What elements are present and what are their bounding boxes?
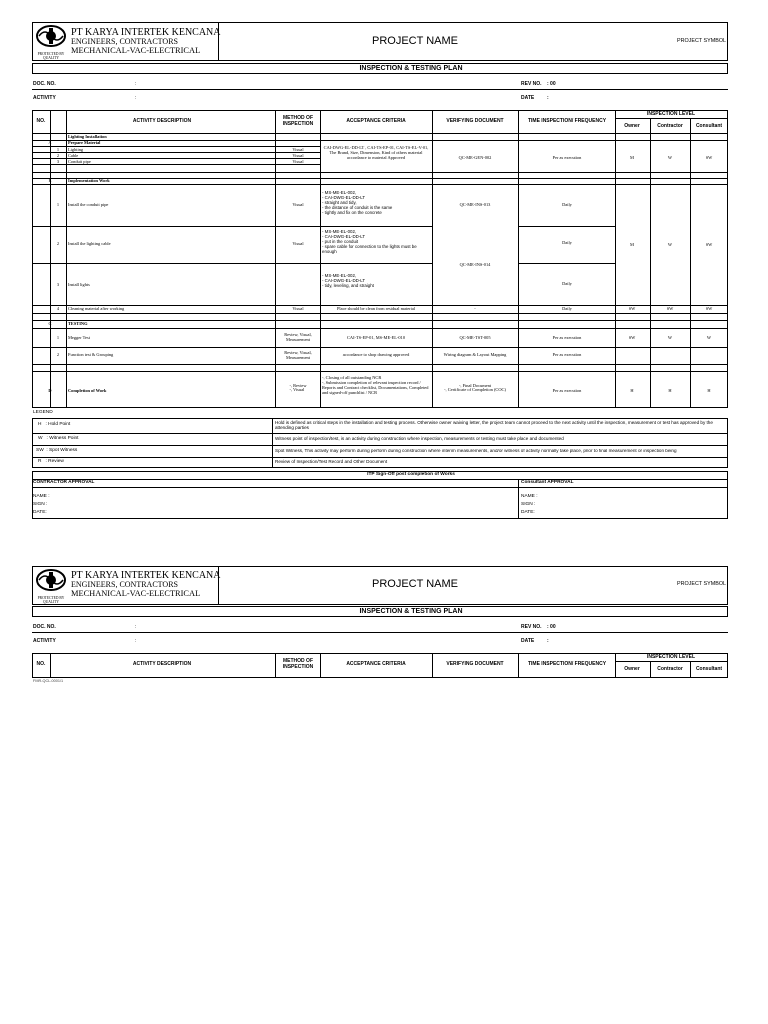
- row-b2-no: 2: [56, 241, 60, 246]
- row-a2-no: 2: [56, 153, 60, 158]
- row-c2-desc: Function test & Grouping: [68, 352, 114, 357]
- contractor-date: DATE:: [33, 510, 47, 515]
- col-document: VERIFYING DOCUMENT: [446, 661, 504, 667]
- row-a2-desc: Cable: [68, 153, 79, 158]
- project-symbol: PROJECT SYMBOL: [677, 581, 727, 587]
- section-code-c: C: [48, 321, 52, 326]
- row-b1-method: Visual: [292, 202, 304, 207]
- row-b4-time: Daily: [562, 306, 572, 311]
- row-b1-time: Daily: [562, 202, 572, 207]
- rev-no-value: : 00: [547, 624, 556, 630]
- col-inspection-level: INSPECTION LEVEL: [646, 654, 696, 660]
- row-c1-contractor: W: [667, 335, 673, 340]
- contractor-name: NAME :: [33, 494, 50, 499]
- company-division: MECHANICAL-VAC-ELECTRICAL: [71, 589, 201, 598]
- row-b4-criteria: Place should be clean from residual material: [336, 306, 416, 311]
- signoff-title: ITP Sign-Off post completion of Works: [367, 472, 455, 477]
- section-title-d: Completion of Work: [68, 388, 107, 393]
- legend-w-text: Witness point of inspection/test, is an activity during construction where inspection, measurements or testing must take place and documented: [275, 436, 564, 441]
- logo-caption: PROTECTED BY QUALITY: [37, 596, 65, 604]
- contractor-approval: CONTRACTOR APPROVAL: [33, 480, 95, 485]
- row-a1-method: Visual: [292, 147, 304, 152]
- row-c2-time: Per as execution: [552, 352, 582, 357]
- row-c2-method: Review, Visual, Measurement: [284, 350, 312, 361]
- legend-sw-text: Spot Witness, This activity may perform during perform during construction where interim measurements, and/or witness of activity normally take place, prior to final measurement or inspection being: [275, 449, 677, 453]
- row-b4-no: 4: [56, 306, 60, 311]
- row-a-owner: M: [630, 155, 634, 160]
- date-colon: :: [547, 95, 549, 101]
- col-inspection-level: INSPECTION LEVEL: [646, 111, 696, 117]
- col-activity: ACTIVITY DESCRIPTION: [132, 118, 192, 124]
- section-title-c: TESTING: [68, 321, 88, 326]
- row-c2-no: 2: [56, 352, 60, 357]
- activity-label: ACTIVITY: [33, 95, 56, 101]
- row-a2-method: Visual: [292, 153, 304, 158]
- row-c1-consultant: W: [706, 335, 712, 340]
- legend-h-key: H : Hold Point: [38, 422, 71, 427]
- col-no: NO.: [36, 661, 46, 667]
- col-criteria: ACCEPTANCE CRITERIA: [346, 661, 406, 667]
- date-colon: :: [547, 638, 549, 644]
- col-time: TIME INSPECTION/ FREQUENCY: [527, 118, 607, 124]
- contractor-sign: SIGN :: [33, 502, 48, 507]
- section-title-b: Implementation Work: [68, 178, 110, 183]
- row-d-owner: H: [630, 388, 634, 393]
- col-consultant: Consultant: [695, 123, 723, 129]
- project-name: PROJECT NAME: [372, 578, 458, 590]
- col-activity: ACTIVITY DESCRIPTION: [132, 661, 192, 667]
- row-c1-owner: SW: [628, 335, 636, 340]
- row-a3-no: 3: [56, 159, 60, 164]
- legend-r-text: Review of Inspection/Test Record and Other Document: [275, 459, 388, 464]
- row-b4-desc: Cleaning material after working: [68, 306, 125, 311]
- section-code-d: D: [48, 388, 52, 393]
- row-b3-criteria: - MS-ME-EL-002, - CAI-DWG-EL-DD-LT - tidy, leveling, and straight: [322, 273, 374, 289]
- itp-title: INSPECTION & TESTING PLAN: [359, 608, 463, 615]
- row-b4-owner: SW: [628, 306, 636, 311]
- consultant-name: NAME :: [521, 494, 538, 499]
- row-a1-desc: Lighting: [68, 147, 84, 152]
- row-b1-no: 1: [56, 202, 60, 207]
- col-contractor: Contractor: [657, 123, 683, 129]
- row-b23-document: QC-ME-INS-014: [459, 262, 491, 267]
- col-time: TIME INSPECTION/ FREQUENCY: [527, 661, 607, 667]
- row-a-document: QC-ME-GEN-002: [458, 155, 492, 160]
- company-subtitle: ENGINEERS, CONTRACTORS: [71, 37, 178, 46]
- legend-r-key: R : Review: [38, 459, 64, 464]
- col-criteria: ACCEPTANCE CRITERIA: [346, 118, 406, 124]
- legend-h-text: Hold is defined as critical steps in the installation and testing process. Otherwise owner waiving letter, the project team cannot proceed to the next activity until the inspection, measurement or test has approved by the attending parties: [275, 420, 713, 431]
- date-label: DATE: [521, 638, 535, 644]
- row-b-contractor: W: [667, 242, 673, 247]
- row-c1-method: Review, Visual, Measurement: [284, 332, 312, 343]
- date-label: DATE: [521, 95, 535, 101]
- project-symbol: PROJECT SYMBOL: [677, 38, 727, 44]
- col-contractor: Contractor: [657, 666, 683, 672]
- row-b3-no: 3: [56, 282, 60, 287]
- form-code: FMR-QCL-0001/1: [33, 679, 64, 683]
- activity-colon: :: [135, 95, 137, 101]
- row-b1-document: QC-ME-INS-013: [459, 202, 491, 207]
- col-method: METHOD OF INSPECTION: [282, 658, 314, 670]
- consultant-date: DATE:: [521, 510, 535, 515]
- doc-no-colon: :: [135, 624, 137, 630]
- company-division: MECHANICAL-VAC-ELECTRICAL: [71, 46, 201, 55]
- company-subtitle: ENGINEERS, CONTRACTORS: [71, 580, 178, 589]
- activity-label: ACTIVITY: [33, 638, 56, 644]
- row-d-contractor: H: [668, 388, 672, 393]
- row-b-owner: M: [630, 242, 634, 247]
- row-c2-criteria: accordance to shop drawing approved: [342, 352, 410, 357]
- company-name: PT KARYA INTERTEK KENCANA: [71, 27, 221, 38]
- legend-w-key: W : Witness Point: [38, 436, 79, 441]
- row-a-consultant: SW: [705, 155, 713, 160]
- row-d-criteria: -, Closing of all outstanding NCR -, Submission completion of relevant inspection record / Reports and Contract checklist, Documentations, Completed and signed-off punchlist / NCR: [322, 375, 429, 396]
- row-d-method: -, Review -, Visual: [289, 383, 307, 393]
- row-b4-document: -: [474, 306, 476, 311]
- row-b2-desc: Install the lighting cable: [68, 241, 111, 246]
- row-a-criteria: CAI-DWG-EL-DD-LT , CAI-TS-EP-01, CAI-TS-EL-V-01, The Brand, Size, Dimension, Kind of others material accordance to material Approved: [323, 145, 429, 161]
- row-b2-criteria: - MS-ME-EL-002, - CAI-DWG-EL-DD-LT - put in the conduit - spare cable for connection to the lights must be enough: [322, 229, 417, 255]
- col-document: VERIFYING DOCUMENT: [446, 118, 504, 124]
- col-owner: Owner: [624, 123, 640, 129]
- legend-sw-key: SW : Spot Witness: [36, 448, 78, 453]
- col-consultant: Consultant: [695, 666, 723, 672]
- row-b3-desc: Install lights: [68, 282, 90, 287]
- activity-colon: :: [135, 638, 137, 644]
- row-b4-contractor: SW: [666, 306, 674, 311]
- row-b2-method: Visual: [292, 241, 304, 246]
- section-code-a: A: [48, 140, 52, 145]
- col-no: NO.: [36, 118, 46, 124]
- row-a1-no: 1: [56, 147, 60, 152]
- row-b1-criteria: - MS-ME-EL-002, - CAI-DWG-EL-DD-LT - straight and tidy, - the distance of conduit is the same - tightly and fix on the concrete: [322, 190, 393, 216]
- row-b3-time: Daily: [562, 281, 572, 286]
- row-a3-method: Visual: [292, 159, 304, 164]
- row-b4-consultant: SW: [705, 306, 713, 311]
- doc-no-label: DOC. NO.: [33, 81, 56, 87]
- rev-no-label: REV NO.: [521, 81, 542, 87]
- section-title-lighting: Lighting Installation: [68, 134, 107, 139]
- row-d-time: Per as execution: [552, 388, 582, 393]
- row-c1-criteria: CAI-TS-EP-01, MS-ME-EL-010: [346, 335, 406, 340]
- rev-no-label: REV NO.: [521, 624, 542, 630]
- consultant-approval: Consultant APPROVAL: [521, 480, 574, 485]
- row-d-document: -, Final Document -, Certificate of Completion (COC): [444, 383, 506, 393]
- row-b-consultant: SW: [705, 242, 713, 247]
- row-b2-time: Daily: [562, 240, 572, 245]
- row-c1-no: 1: [56, 335, 60, 340]
- row-c2-document: Wiring diagram & Layout Mapping: [443, 352, 507, 357]
- itp-title: INSPECTION & TESTING PLAN: [359, 65, 463, 72]
- row-d-consultant: H: [707, 388, 711, 393]
- col-method: METHOD OF INSPECTION: [282, 115, 314, 127]
- legend-title: LEGEND: [33, 410, 53, 415]
- row-c1-time: Per as execution: [552, 335, 582, 340]
- company-name: PT KARYA INTERTEK KENCANA: [71, 570, 221, 581]
- col-owner: Owner: [624, 666, 640, 672]
- doc-no-colon: :: [135, 81, 137, 87]
- row-b1-desc: Install the conduit pipe: [68, 202, 109, 207]
- section-title-a: Prepare Material: [68, 140, 101, 145]
- rev-no-value: : 00: [547, 81, 556, 87]
- consultant-sign: SIGN :: [521, 502, 536, 507]
- row-a-time: Per as execution: [552, 155, 582, 160]
- project-name: PROJECT NAME: [372, 35, 458, 47]
- row-a3-desc: Conduit pipe: [68, 159, 91, 164]
- row-b4-method: Visual: [292, 306, 304, 311]
- section-code-b: B: [48, 178, 52, 183]
- row-c1-desc: Megger Test: [68, 335, 90, 340]
- row-a-contractor: W: [667, 155, 673, 160]
- logo-caption: PROTECTED BY QUALITY: [37, 52, 65, 60]
- doc-no-label: DOC. NO.: [33, 624, 56, 630]
- row-c1-document: QC-ME-TST-005: [459, 335, 491, 340]
